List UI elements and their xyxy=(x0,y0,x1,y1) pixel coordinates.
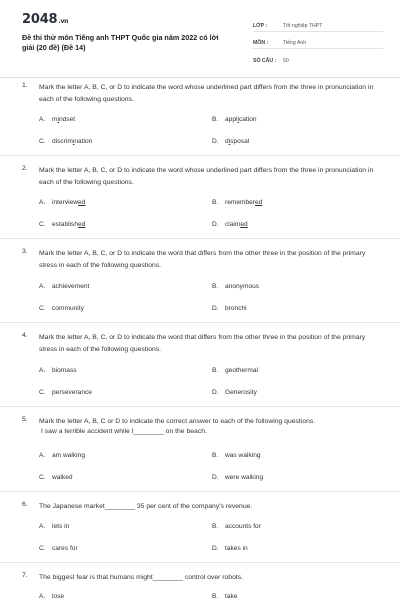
meta-row-subject xyxy=(253,33,383,49)
option-text: was walking xyxy=(225,452,261,459)
header-divider xyxy=(0,77,400,78)
option-b[interactable] xyxy=(212,199,262,206)
option-letter: B. xyxy=(212,199,219,206)
option-text: walked xyxy=(52,474,73,481)
option-text: achievement xyxy=(52,283,90,290)
option-letter: B. xyxy=(212,593,219,600)
option-pre: remember xyxy=(225,199,256,206)
meta-key: MÔN : xyxy=(253,40,269,46)
option-d[interactable] xyxy=(212,545,248,552)
question-text: The biggest fear is that humans might________ control over robots. xyxy=(39,574,244,581)
exam-title: Đề thi thử môn Tiếng anh THPT Quốc gia năm 2022 có lời giải (20 đề) (Đề 14) xyxy=(22,33,219,52)
question-text: Mark the letter A, B, C, or D to indicate the word that differs from the other three in the position of the primary stress in each of the following questions. xyxy=(39,250,366,269)
question-text: The Japanese market________ 35 per cent of the company's revenue. xyxy=(39,503,253,510)
option-a[interactable] xyxy=(39,116,75,123)
option-letter: C. xyxy=(39,474,46,481)
question-number: 4. xyxy=(22,332,28,339)
option-letter: B. xyxy=(212,283,219,290)
option-underlined: i xyxy=(72,138,75,145)
option-d[interactable] xyxy=(212,305,247,312)
option-text: community xyxy=(52,305,84,312)
option-text: lets in xyxy=(52,523,70,530)
option-post: sposal xyxy=(230,138,250,145)
question-divider xyxy=(0,562,400,563)
option-underlined: i xyxy=(57,116,59,123)
option-underlined: ed xyxy=(78,221,86,228)
question-sentence: I saw a terrible accident while I________ on the beach. xyxy=(41,428,207,435)
question-text: Mark the letter A, B, C, or D to indicate the word whose underlined part differs from the three in pronunciation in each of the following questions. xyxy=(39,167,374,186)
question-number: 1. xyxy=(22,82,28,89)
option-letter: D. xyxy=(212,474,219,481)
question-number: 6. xyxy=(22,501,28,508)
option-text: take xyxy=(225,593,238,600)
option-a[interactable] xyxy=(39,523,69,530)
option-post: nation xyxy=(74,138,93,145)
option-pre: d xyxy=(225,138,229,145)
option-b[interactable] xyxy=(212,452,261,459)
question-number: 2. xyxy=(22,165,28,172)
logo-main: 2048 xyxy=(22,12,58,27)
option-c[interactable] xyxy=(39,221,85,228)
option-c[interactable] xyxy=(39,305,84,312)
option-pre: claim xyxy=(225,221,241,228)
option-d[interactable] xyxy=(212,138,249,145)
exam-meta xyxy=(253,16,383,67)
meta-key: SỐ CÂU : xyxy=(253,58,277,64)
option-text: cares for xyxy=(52,545,78,552)
option-underlined: ed xyxy=(255,199,263,206)
question-text: Mark the letter A, B, C, or D to indicate the word that differs from the other three in the position of the primary stress in each of the following questions. xyxy=(39,334,366,353)
option-letter: B. xyxy=(212,367,219,374)
meta-value: 50 xyxy=(283,58,289,64)
question-text: Mark the letter A, B, C or D to indicate the correct answer to each of the following questions. xyxy=(39,418,316,425)
option-post: cation xyxy=(238,116,257,123)
option-letter: C. xyxy=(39,221,46,228)
option-a[interactable] xyxy=(39,452,85,459)
option-pre: establish xyxy=(52,221,79,228)
question-divider xyxy=(0,155,400,156)
meta-key: LỚP : xyxy=(253,23,268,29)
option-a[interactable] xyxy=(39,367,77,374)
option-letter: C. xyxy=(39,305,46,312)
option-text: takes in xyxy=(225,545,248,552)
question-text: Mark the letter A, B, C, or D to indicate the word whose underlined part differs from the three in pronunciation in each of the following questions. xyxy=(39,84,374,103)
option-c[interactable] xyxy=(39,138,92,145)
option-text: lose xyxy=(52,593,65,600)
question-divider xyxy=(0,491,400,492)
option-pre: discrim xyxy=(52,138,73,145)
option-text: am walking xyxy=(52,452,85,459)
question-number: 5. xyxy=(22,416,28,423)
option-letter: A. xyxy=(39,116,46,123)
option-d[interactable] xyxy=(212,221,248,228)
option-text: anonymous xyxy=(225,283,260,290)
option-underlined: i xyxy=(237,116,239,123)
option-letter: B. xyxy=(212,116,219,123)
option-text: bronchi xyxy=(225,305,247,312)
question-divider xyxy=(0,322,400,323)
option-letter: D. xyxy=(212,545,219,552)
option-pre: appl xyxy=(225,116,238,123)
option-letter: A. xyxy=(39,452,46,459)
option-letter: C. xyxy=(39,138,46,145)
question-5-sentence xyxy=(41,428,371,435)
option-letter: A. xyxy=(39,199,46,206)
option-letter: A. xyxy=(39,367,46,374)
option-letter: D. xyxy=(212,221,219,228)
option-underlined: ed xyxy=(240,221,248,228)
meta-value: Tiếng Anh xyxy=(283,40,307,46)
question-divider xyxy=(0,238,400,239)
option-pre: interview xyxy=(52,199,79,206)
page-header xyxy=(0,0,400,78)
option-letter: C. xyxy=(39,545,46,552)
option-a[interactable] xyxy=(39,593,64,600)
option-text: geothermal xyxy=(225,367,258,374)
option-b[interactable] xyxy=(212,116,257,123)
option-letter: C. xyxy=(39,389,46,396)
option-c[interactable] xyxy=(39,474,73,481)
option-text: biomass xyxy=(52,367,77,374)
question-divider xyxy=(0,406,400,407)
option-b[interactable] xyxy=(212,283,259,290)
option-b[interactable] xyxy=(212,367,258,374)
option-letter: A. xyxy=(39,523,46,530)
option-post: ndset xyxy=(58,116,76,123)
option-underlined: i xyxy=(228,138,231,145)
option-c[interactable] xyxy=(39,389,92,396)
option-letter: B. xyxy=(212,523,219,530)
option-pre: m xyxy=(52,116,58,123)
option-b[interactable] xyxy=(212,593,237,600)
option-a[interactable] xyxy=(39,199,85,206)
option-a[interactable] xyxy=(39,283,89,290)
option-text: Generosity xyxy=(225,389,257,396)
option-letter: D. xyxy=(212,138,219,145)
option-letter: A. xyxy=(39,593,46,600)
option-text: perseverance xyxy=(52,389,92,396)
meta-row-count xyxy=(253,50,383,66)
option-c[interactable] xyxy=(39,545,78,552)
question-number: 7. xyxy=(22,572,28,579)
option-letter: B. xyxy=(212,452,219,459)
option-text: accounts for xyxy=(225,523,261,530)
option-b[interactable] xyxy=(212,523,261,530)
option-d[interactable] xyxy=(212,474,263,481)
option-letter: D. xyxy=(212,305,219,312)
logo-suffix: .vn xyxy=(58,18,69,25)
option-d[interactable] xyxy=(212,389,257,396)
option-text: were walking xyxy=(225,474,264,481)
meta-row-class xyxy=(253,16,383,32)
meta-value: Tốt nghiệp THPT xyxy=(283,23,323,29)
question-number: 3. xyxy=(22,248,28,255)
option-letter: A. xyxy=(39,283,46,290)
option-underlined: ed xyxy=(78,199,86,206)
option-letter: D. xyxy=(212,389,219,396)
